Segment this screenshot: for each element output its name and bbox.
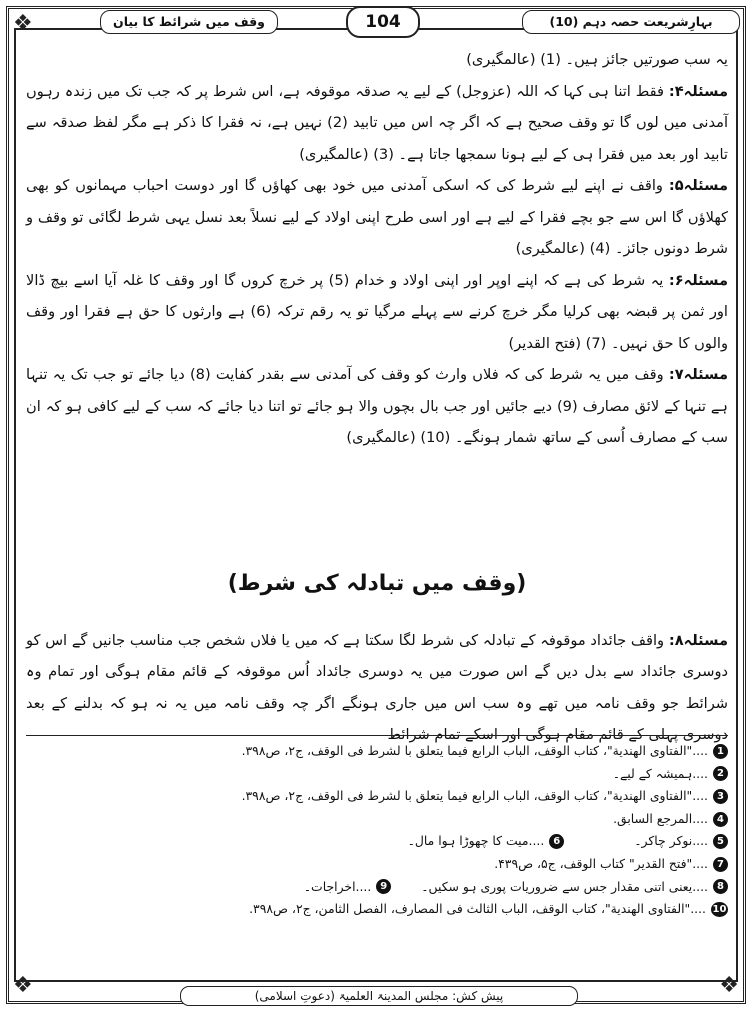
footnotes: [26, 740, 728, 921]
footnote: [26, 830, 728, 853]
paragraph-text: واقف جائداد موقوفہ کے تبادلہ کی شرط لگا سکتا ہے کہ میں یا فلاں شخص جب مناسب جانیں گے اس کو دوسری جائداد سے بدل دیں گے اس صورت میں یہ دوسری جائداد اُس موقوفہ کے قائم مقام ہوگی اور تمام وہ شرائط جو وقف نامہ میں تھے وہ سب اس میں جاری ہونگے اگر چہ وقف نامہ میں یہ نہ ہو کہ بدلنے کے بعد دوسری پہلی کے قائم مقام ہوگی اور اسکے تمام شرائط: [26, 631, 728, 744]
chapter-title: وقف میں شرائط کا بیان: [100, 10, 278, 34]
footnote: [26, 808, 728, 831]
masala-label: مسئلہ۴:: [668, 82, 728, 100]
paragraph: [26, 44, 728, 76]
footnote-number: 6: [549, 834, 564, 849]
footnote: [26, 898, 728, 921]
corner-ornament: ❖: [13, 11, 33, 36]
footnote: [26, 763, 728, 786]
footnote-text: ...."الفتاوی الهندية"، کتاب الوقف، الباب الثالث فی المصارف، الفصل الثامن، ج۲، ص۳۹۸.: [249, 901, 706, 917]
footnote-text: ...."الفتاوی الهندية"، کتاب الوقف، الباب الرابع فيما يتعلق با لشرط فی الوقف، ج۲، ص۳۹۸.: [241, 743, 708, 758]
footnote-text: ...."الفتاوی الهندية"، کتاب الوقف، الباب الرابع فيما يتعلق با لشرط فی الوقف، ج۲، ص۳۹۸.: [241, 788, 708, 804]
footnote-number: 3: [713, 789, 728, 804]
footnote-text: ....ہمیشہ کے لیے۔: [612, 765, 708, 781]
masala-6: [26, 265, 728, 360]
publisher-footer: پیش کش: مجلس المدینۃ العلمیۃ (دعوتِ اسلامی): [180, 986, 578, 1006]
footnote: [26, 853, 728, 876]
masala-label: مسئلہ۵:: [668, 177, 728, 194]
footnote-text: ...."فتح القدير" کتاب الوقف، ج۵، ص۴۳۹.: [494, 855, 708, 871]
main-text: [26, 44, 728, 454]
footnote-number: 10: [712, 903, 727, 915]
footnote-text: ....یعنی اتنی مقدار جس سے ضروریات پوری ہو سکیں۔: [421, 878, 708, 894]
footnote: [26, 785, 728, 808]
footnote-number: 9: [376, 879, 391, 894]
corner-ornament: ❖: [13, 973, 33, 998]
footnote-text: ....میت کا چھوڑا ہوا مال۔: [407, 833, 545, 849]
footnote-number: 2: [713, 766, 728, 781]
footnote-text: ....المرجع السابق.: [613, 810, 708, 826]
masala-7: [26, 359, 728, 454]
masala-4: [26, 76, 728, 171]
masala-label: مسئلہ۷:: [668, 366, 728, 383]
paragraph-text: وقف میں یہ شرط کی کہ فلاں وارث کو وقف کی آمدنی سے بقدر کفایت (8) دیا جائے تو جب تک یہ تنہا ہے تنہا کے لائق مصارف (9) دیے جائیں اور جب بال بچوں والا ہو جائے تو اتنا دیا جائے کہ سب کے لیے کافی ہو کہ ان سب کے مصارف اُسی کے ساتھ شمار ہونگے۔ (10) (عالمگیری): [26, 366, 728, 446]
masala-label: مسئلہ۶:: [668, 271, 729, 289]
paragraph-text: واقف نے اپنے لیے شرط کی کہ اسکی آمدنی میں خود بھی کھاؤں گا اور دوست احباب مہمانوں کو بھی کھلاؤں گا اس سے جو بچے فقرا کے لیے ہے اور اسی طرح اپنی اولاد کے لیے نسلاً بعد نسل یہی شرط لگائی تو وقف و شرط دونوں جائز۔ (4) (عالمگیری): [26, 177, 728, 257]
paragraph-text: یہ شرط کی ہے کہ اپنے اوپر اور اپنی اولاد و خدام (5) پر خرچ کروں گا اور وقف کا غلہ آیا اسے بیچ ڈالا اور ثمن پر قبضہ بھی کرلیا مگر خرچ کرنے سے پہلے مرگیا تو یہ رقم ترکہ (6) ہے وارثوں کا حق ہے فقرا اور وقف والوں کا حق نہیں۔ (7) (فتح القدیر): [26, 271, 728, 352]
footnote-divider: [26, 735, 728, 736]
masala-5: [26, 170, 728, 265]
footnote-number: 4: [713, 812, 728, 827]
paragraph-text: فقط اتنا ہی کہا کہ اللہ (عزوجل) کے لیے یہ صدقہ موقوفہ ہے، اس شرط پر کہ جب تک میں زندہ رہوں آمدنی میں لوں گا تو وقف صحیح ہے کہ اگر چہ اس میں تابید (2) نہیں ہے، نہ فقرا کا ذکر ہے مگر لفظ صدقہ سے تابید اور بعد میں فقرا ہی کے لیے ہونا سمجھا جاتا ہے۔ (3) (عالمگیری): [26, 82, 728, 163]
footnote: [26, 740, 728, 763]
masala-label: مسئلہ۸:: [668, 631, 729, 649]
corner-ornament: ❖: [719, 973, 739, 998]
footnote-text: ....نوکر چاکر۔: [634, 833, 708, 849]
footnote-text: ....اخراجات۔: [303, 878, 372, 894]
paragraph-text: یہ سب صورتیں جائز ہیں۔ (1) (عالمگیری): [466, 51, 728, 68]
footnote-number: 1: [713, 744, 728, 759]
book-title: بہارِشریعت حصہ دہم (10): [522, 10, 740, 34]
masala-8: [26, 625, 728, 751]
page-number: 104: [346, 6, 420, 38]
footnote-number: 7: [713, 857, 728, 872]
footnote: [26, 876, 728, 899]
footnote-number: 5: [713, 834, 728, 849]
footnote-number: 8: [713, 879, 728, 894]
section-heading: (وقف میں تبادلہ کی شرط): [227, 571, 527, 596]
